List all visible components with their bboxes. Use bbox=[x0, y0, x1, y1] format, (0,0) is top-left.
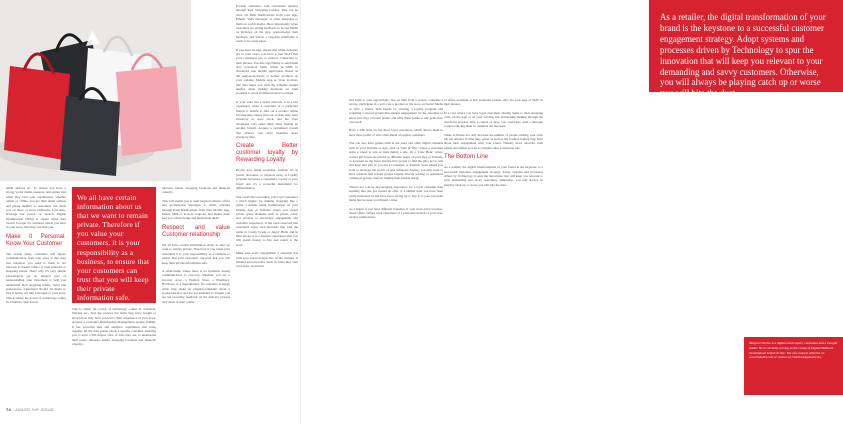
article-column-3 bbox=[162, 186, 230, 402]
body-paragraph: The reason many customers will ignore communication from your store is that they feel whatever you send to them is not relevant. It doesn't reflect or their interests or shopping habits. That's why it's very simple (Automated) yet an integral part of understanding your customers to help you understand their shopping habits, tastes and preferences. Customers should be made to feel at home, not like a stranger to your store. This is where the power of technology comes in. Chatbots, WeChat etc. bbox=[6, 251, 66, 305]
pull-quote-left: We all have certain information about us that we want to remain private. Therefore if you value your customers, it is your responsibility as a business, to ensure that your customers can trust that you will keep their private information safe. bbox=[72, 187, 156, 303]
article-column-5 bbox=[349, 98, 443, 402]
article-column-4 bbox=[236, 4, 298, 402]
magazine-name: AMLED SIP ISSUE bbox=[15, 407, 55, 412]
body-paragraph: These activities not only increase the number of people visiting your store but the amount of time they spend as well as the positive feeling they have about their engagement with your brand. Thereby more referrals, both online and offline as well as a higher sales conversion rate. bbox=[444, 132, 543, 150]
article-column-2 bbox=[72, 307, 156, 403]
body-paragraph: This will enable you to send targeted adverts, offers and promotional messages to them, whether through Push Notifications from Your Mobile App, Email, SMS or in-store coupons, that makes them feel you acknowledge and understand them. bbox=[162, 198, 230, 221]
page-footer bbox=[6, 407, 54, 412]
body-paragraph: As a brand, if you have different branches of your store, have location-based offers. Where loyal customers of a particular branch of your store receive notifications bbox=[349, 206, 443, 220]
body-paragraph: There's not a more discouraging experience for a loyal customer than learning that just got treated an offer of a similar item you have been really interested in and have been saving up to buy it or your favourite items just because you missed a time. bbox=[349, 184, 443, 203]
body-paragraph: People love being rewarded, whether it's in points, discounts, or physical swag. A Loyalty program increases a customer's loyalty to your brand and it's a powerful instrument for differentiation. bbox=[236, 168, 298, 190]
page-number: 74 bbox=[6, 407, 12, 412]
body-paragraph: This is where the power of technology comes in. Chatbots, WeChat etc., then the reviews the items they have bought or shown how they have reacted to their experience in your store. Acquire a Customer Relationship Management system (CRM). It has powerful data and analytics capabilities that bring together all the data points about a specific customer enabling you to have a 360 degree view of who they are, to understand their tastes, interests, habits, shopping locations and financial capacity. bbox=[72, 307, 156, 346]
body-paragraph: of offers available at that particular branch only, via your App or SMS on their phones. bbox=[444, 98, 543, 107]
body-paragraph: If your store has a brand network, it is a bad experience when a customer of a particular branch is unable to find out a product online because they cannot find out on their they were inventory so store stock, and the store attendants can't assist them when finding an another branch. Acquire a centralised system that ensures your store branches share inventory data. bbox=[236, 99, 298, 139]
body-paragraph: We all have certain information about us that we want to remain private. Therefore if you value your customers it is your responsibility as a business to ensure that your customers can trust that you will keep their private information safe. bbox=[162, 243, 230, 265]
body-paragraph: In a case where you have loyal customers sharing items to their shopping carts, on the App or on your website, but abandoning making through the check-out process, after a couple of days, you could also send a discount coupon enticing them to complete the purchase. bbox=[444, 110, 543, 129]
section-heading-personal: Make it Personal. Know Your Customer bbox=[6, 233, 66, 247]
body-paragraph: interests, habits, shopping locations and financial capacity. bbox=[162, 186, 230, 195]
body-paragraph: and login to your app/website, buy an item from a review, complete a survey, participate in a poll, rate a product or the store on Social Media or refer a friend. This begins by creating a loyalty program and acquiring a reward system that ensures engagement for the customer to know how they can earn points, and what these points or any gems they can reach. bbox=[349, 98, 443, 124]
article-column-1 bbox=[6, 186, 66, 402]
body-paragraph: email address etc. To ensure you have a strong Social media presence and ensure that when they visit your organisation, whether online or offline, you get their email address and phone number so customers can reach you on these or those platforms. Lets Also, leverage the power of Search Engine Optimisation (SEO) to ensure when they Search 'Google' for solutions which you have in your store, then they can find you. bbox=[6, 186, 66, 230]
shopping-bags-image bbox=[0, 0, 191, 181]
section-heading-respect: Respect and value Customer relationship bbox=[162, 225, 230, 238]
pull-quote-right: As a retailer, the digital transformation of your brand is the keystone to a successful customer engagement strategy. Adopt systems and processes driven by Technology to spur the innovation that will keep you relevant to your demanding and savvy customers. Otherwise, you will always be playing catch up or worse you will bite the dust. bbox=[649, 0, 843, 92]
body-paragraph: You could also rewarding your loyal customers a much higher for making shopping like a game. Consider using Gamification on your Mobile App or Website where you award points, game elements such as points, coins, and rewards to encourage engagement and customer experience. It has been observed that customers enjoy such Rewards like with the game of Candy Crush or Angry Birds and in their phone; it is a fantastic experience that you will spend money to buy and return to the store. bbox=[236, 194, 298, 247]
author-bio-box: Morgan Charles is a digital retail expert, consultant and a thought leader. He is currently serving as the Group of Digital Media at omnichannel brand service. You can connect with him on www.linkedin.com or contact at CharlesA@gmail.com. bbox=[744, 337, 843, 395]
section-heading-loyalty: Create Better customer loyalty by Rewarding Loyalty bbox=[236, 143, 298, 164]
section-heading-bottom-line: The Bottom Line bbox=[444, 154, 489, 161]
body-paragraph: Have a VIP level for the most loyal customers, which allows them to have more points of who often ahead of regular customers. bbox=[349, 128, 443, 137]
left-page bbox=[0, 0, 299, 424]
body-paragraph: Make sure every engagement a customer has with your brand irrespective of the channel, is marked and rewarded. Such as when they visit your store, download bbox=[236, 251, 298, 269]
body-paragraph: If you have an App, ensure that when customer get to your store, you have a free Wi-Fi that your customers use to interact connection to their phones. Use this opportunity to send them Any download items online in SMS to download your mobile application. Based on the use(Geolocation) to deliver products on your website, Mobile App or Store location, this data helps you with the valuable insight needed when making decisions on what products to stock in different store locations. bbox=[236, 47, 298, 96]
body-paragraph: A relationship where there is no feedback during communication is one-way. Whether you are a Grocery store, a Fashion Store, a Pharmacy, Hardware or a Supermarket. No customer is happy when they make an enquiry/complaint about a product/service and are not attended to. Ensure you are not receiving feedback on the delivery process and status of their orders. bbox=[162, 269, 230, 304]
article-column-6 bbox=[444, 98, 543, 334]
body-paragraph: Provide customers with convenient updates through their Shopping Journey. This can be done via Push Notifications from your App, Emails, SMS messages or other messages to them on social media. More importantly when customers are giving feedback on Social Media on Reviews on the App, acknowledge their feedback and follow a response timeframe it needs to be acted upon. bbox=[236, 4, 298, 43]
body-paragraph: You can also have games built in the store and other digital channels such as your Website or App, such as 'Spin & Win', where a customer spins a wheel to win an item during a sale. Or a 'Claw Hunt', where certain gift boxes are placed on different pages on your App or Website, or locations in the Store and the first people to find the gifts get to win and keep that gift. If you are a Cosmetics or Fashion Store where you want to leverage the power of peer influence buying, you may want to have sessions that reward groups buying directly leading to customers coming in groups, thereby tripling their friends doing. bbox=[349, 141, 443, 181]
right-page bbox=[300, 0, 838, 424]
body-paragraph: As a retailer, the digital transformation of your brand is the keystone to a successful customer engagement strategy. Adopt systems and processes driven by Technology to spur the innovation that will keep you relevant to your demanding and savvy customers. Otherwise, you will always be playing catch up or worse you will bite the dust. bbox=[444, 165, 543, 187]
